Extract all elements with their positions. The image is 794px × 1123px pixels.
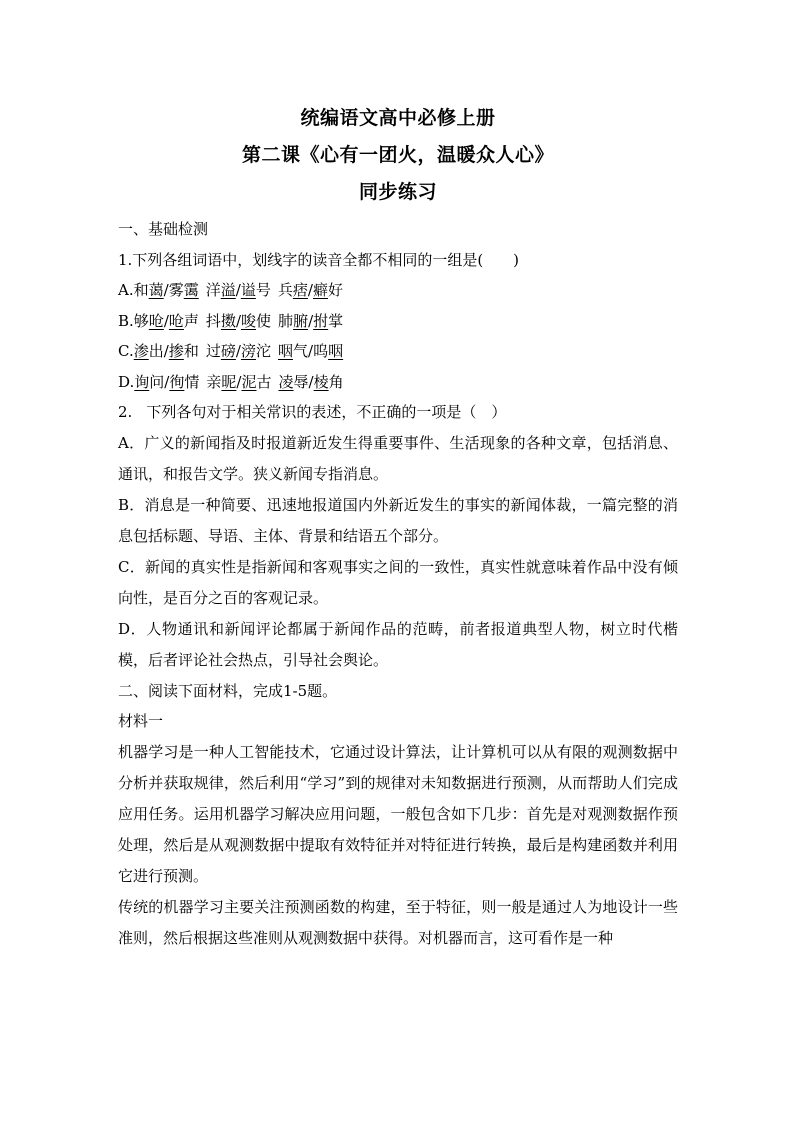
question-number: 2. [118, 403, 133, 421]
option-label: C. [118, 342, 134, 360]
material-paragraph-2: 传统的机器学习主要关注预测函数的构建，至于特征，则一般是通过人为地设计一些准则，然后根据这些准则从观测数据中获得。对机器而言，这可看作是一种 [118, 897, 678, 947]
section-heading-basics: 一、基础检测 [118, 220, 209, 238]
material-paragraph-1: 机器学习是一种人工智能技术，它通过设计算法，让计算机可以从有限的观测数据中分析并获取规律，然后利用“学习”到的规律对未知数据进行预测，从而帮助人们完成应用任务。运用机器学习解决应用问题，一般包含如下几步：首先是对观测数据作预处理，然后是从观测数据中提取有效特征并对特征进行转换，最后是构建函数并利用它进行预测。 [118, 742, 678, 885]
question-1-option-d [118, 367, 678, 398]
word-group-1: 和蔼/雾霭 [133, 281, 199, 299]
word-group-2: 洋溢/谥号 [205, 281, 271, 299]
question-2-option-c: C．新闻的真实性是指新闻和客观事实之间的一致性，真实性就意味着作品中没有倾向性，是百分之百的客观记录。 [118, 557, 678, 607]
word-group-3: 凌辱/棱角 [278, 372, 344, 391]
word-group-2: 过磅/滂沱 [205, 342, 271, 360]
exercise-title: 同步练习 [358, 181, 437, 203]
question-2-option-d: D．人物通讯和新闻评论都属于新闻作品的范畴，前者报道典型人物，树立时代楷模，后者评论社会热点，引导社会舆论。 [118, 619, 678, 669]
word-group-1: 够呛/呛声 [133, 311, 199, 330]
question-1-option-b [118, 306, 678, 337]
question-2-option-b: B．消息是一种简要、迅速地报道国内外新近发生的事实的新闻体裁，一篇完整的消息包括标题、导语、主体、背景和结语五个部分。 [118, 495, 678, 545]
question-text: 下列各句对于相关常识的表述，不正确的一项是（ ） [146, 403, 507, 421]
word-group-2: 亲昵/泥古 [206, 372, 272, 391]
document-body [118, 100, 678, 954]
word-group-1: 询问/徇情 [134, 372, 200, 391]
word-group-3: 咽气/呜咽 [277, 342, 344, 360]
option-label: A. [118, 281, 134, 299]
question-1-stem: 1.下列各组词语中，划线字的读音全都不相同的一组是( ) [118, 250, 520, 269]
material-label: 材料一 [118, 712, 164, 730]
word-group-3: 肺腑/拊掌 [278, 311, 344, 330]
word-group-3: 兵痞/癖好 [277, 281, 343, 299]
option-label: B. [118, 311, 134, 330]
document-title: 统编语文高中必修上册 [300, 107, 496, 129]
word-group-1: 渗出/掺和 [133, 342, 199, 360]
word-group-2: 抖擞/唆使 [205, 311, 272, 330]
question-1-option-a [118, 275, 678, 306]
section-heading-reading: 二、阅读下面材料，完成1-5题。 [118, 681, 338, 700]
question-1-option-c [118, 336, 678, 367]
question-2-option-a: A．广义的新闻指及时报道新近发生得重要事件、生活现象的各种文章，包括消息、通讯，和报告文学。狭义新闻专指消息。 [118, 433, 678, 483]
option-label: D. [118, 372, 135, 391]
lesson-title: 第二课《心有一团火，温暖众人心》 [241, 144, 554, 166]
question-2-stem [118, 397, 678, 428]
